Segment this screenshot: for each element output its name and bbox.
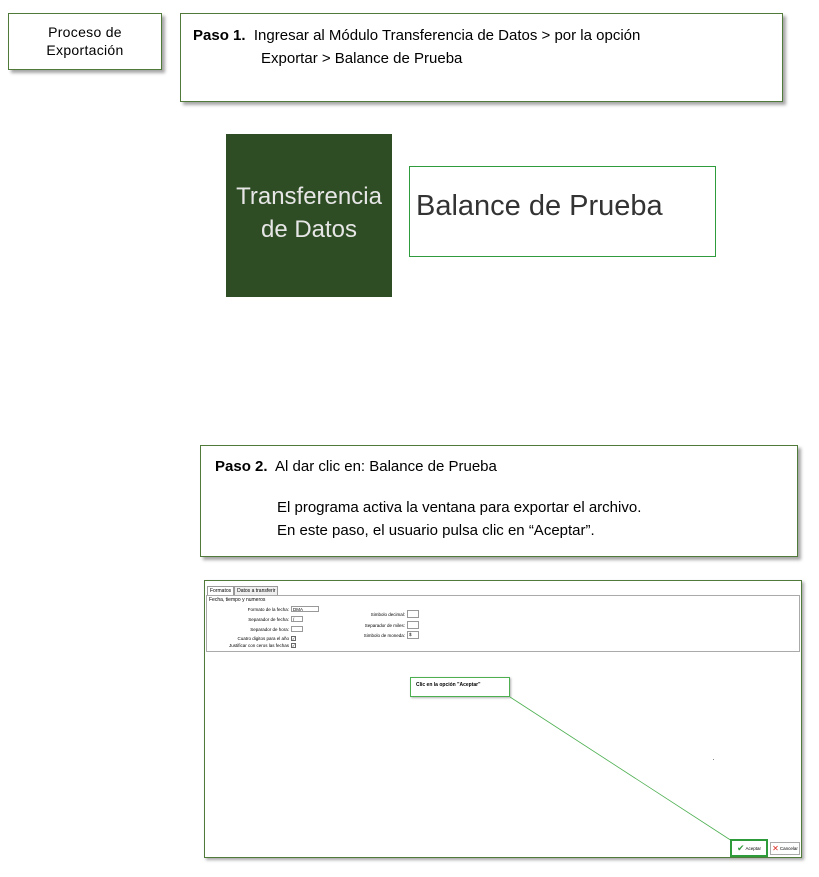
paso1-box xyxy=(180,13,783,102)
formato-fecha-label: Formato de la fecha: xyxy=(247,606,289,612)
proceso-line2: Exportación xyxy=(46,42,124,58)
formato-fecha-select[interactable]: DMA xyxy=(291,606,319,612)
sep-fecha-input[interactable]: / xyxy=(291,616,303,622)
justificar-checkbox[interactable]: ✓ xyxy=(292,643,296,648)
transferencia-datos-tile[interactable] xyxy=(226,134,392,297)
panel-title: Fecha, tiempo y numeros xyxy=(209,597,266,603)
simbolo-moneda-input[interactable]: $ xyxy=(407,631,419,639)
tab-datos-transferir[interactable]: Datos a transferir xyxy=(234,586,278,595)
sep-hora-label: Separador de hora: xyxy=(250,626,289,632)
aceptar-label: Aceptar xyxy=(745,845,762,851)
cuatro-digitos-label: Cuatro digitos para el año xyxy=(237,636,289,641)
balance-de-prueba-option[interactable] xyxy=(409,166,716,257)
check-icon: ✔ xyxy=(736,842,745,853)
aceptar-hint-callout: Clic en la opción "Aceptar" xyxy=(410,677,510,697)
paso1-text1: Ingresar al Módulo Transferencia de Datos > por la opción xyxy=(253,27,641,44)
callout-leader-line xyxy=(205,581,803,859)
justificar-label: Justificar con ceros las fechas xyxy=(228,643,289,648)
simbolo-decimal-label: Simbolo decimal: xyxy=(370,611,405,617)
paso2-box xyxy=(200,445,798,557)
close-icon: ✕ xyxy=(772,844,779,853)
cancelar-button[interactable] xyxy=(770,842,800,855)
paso1-text2: Exportar > Balance de Prueba xyxy=(261,50,463,67)
paso2-text1: Al dar clic en: Balance de Prueba xyxy=(275,458,497,475)
tile-line1: Transferencia xyxy=(236,183,382,210)
paso2-text2: El programa activa la ventana para exportar el archivo. xyxy=(277,499,642,516)
proceso-line1: Proceso de xyxy=(48,24,122,40)
tile-line2: de Datos xyxy=(260,216,358,243)
export-window xyxy=(204,580,802,858)
paso1-label: Paso 1. xyxy=(193,27,246,44)
cancelar-label: Cancelar xyxy=(779,846,798,851)
sep-miles-label: Separador de miles: xyxy=(364,622,405,628)
sep-fecha-label: Separador de fecha: xyxy=(248,616,289,622)
simbolo-moneda-label: Simbolo de moneda: xyxy=(363,632,405,638)
cuatro-digitos-checkbox[interactable]: ✓ xyxy=(292,636,296,641)
paso2-label: Paso 2. xyxy=(215,458,268,475)
balance-label: Balance de Prueba xyxy=(416,190,663,222)
tab-formatos[interactable]: Formatos xyxy=(207,586,234,595)
paso2-text3: En este paso, el usuario pulsa clic en “Aceptar”. xyxy=(277,522,595,539)
stray-dot xyxy=(713,759,714,760)
aceptar-button[interactable] xyxy=(730,839,768,857)
proceso-exportacion-box xyxy=(8,13,162,70)
